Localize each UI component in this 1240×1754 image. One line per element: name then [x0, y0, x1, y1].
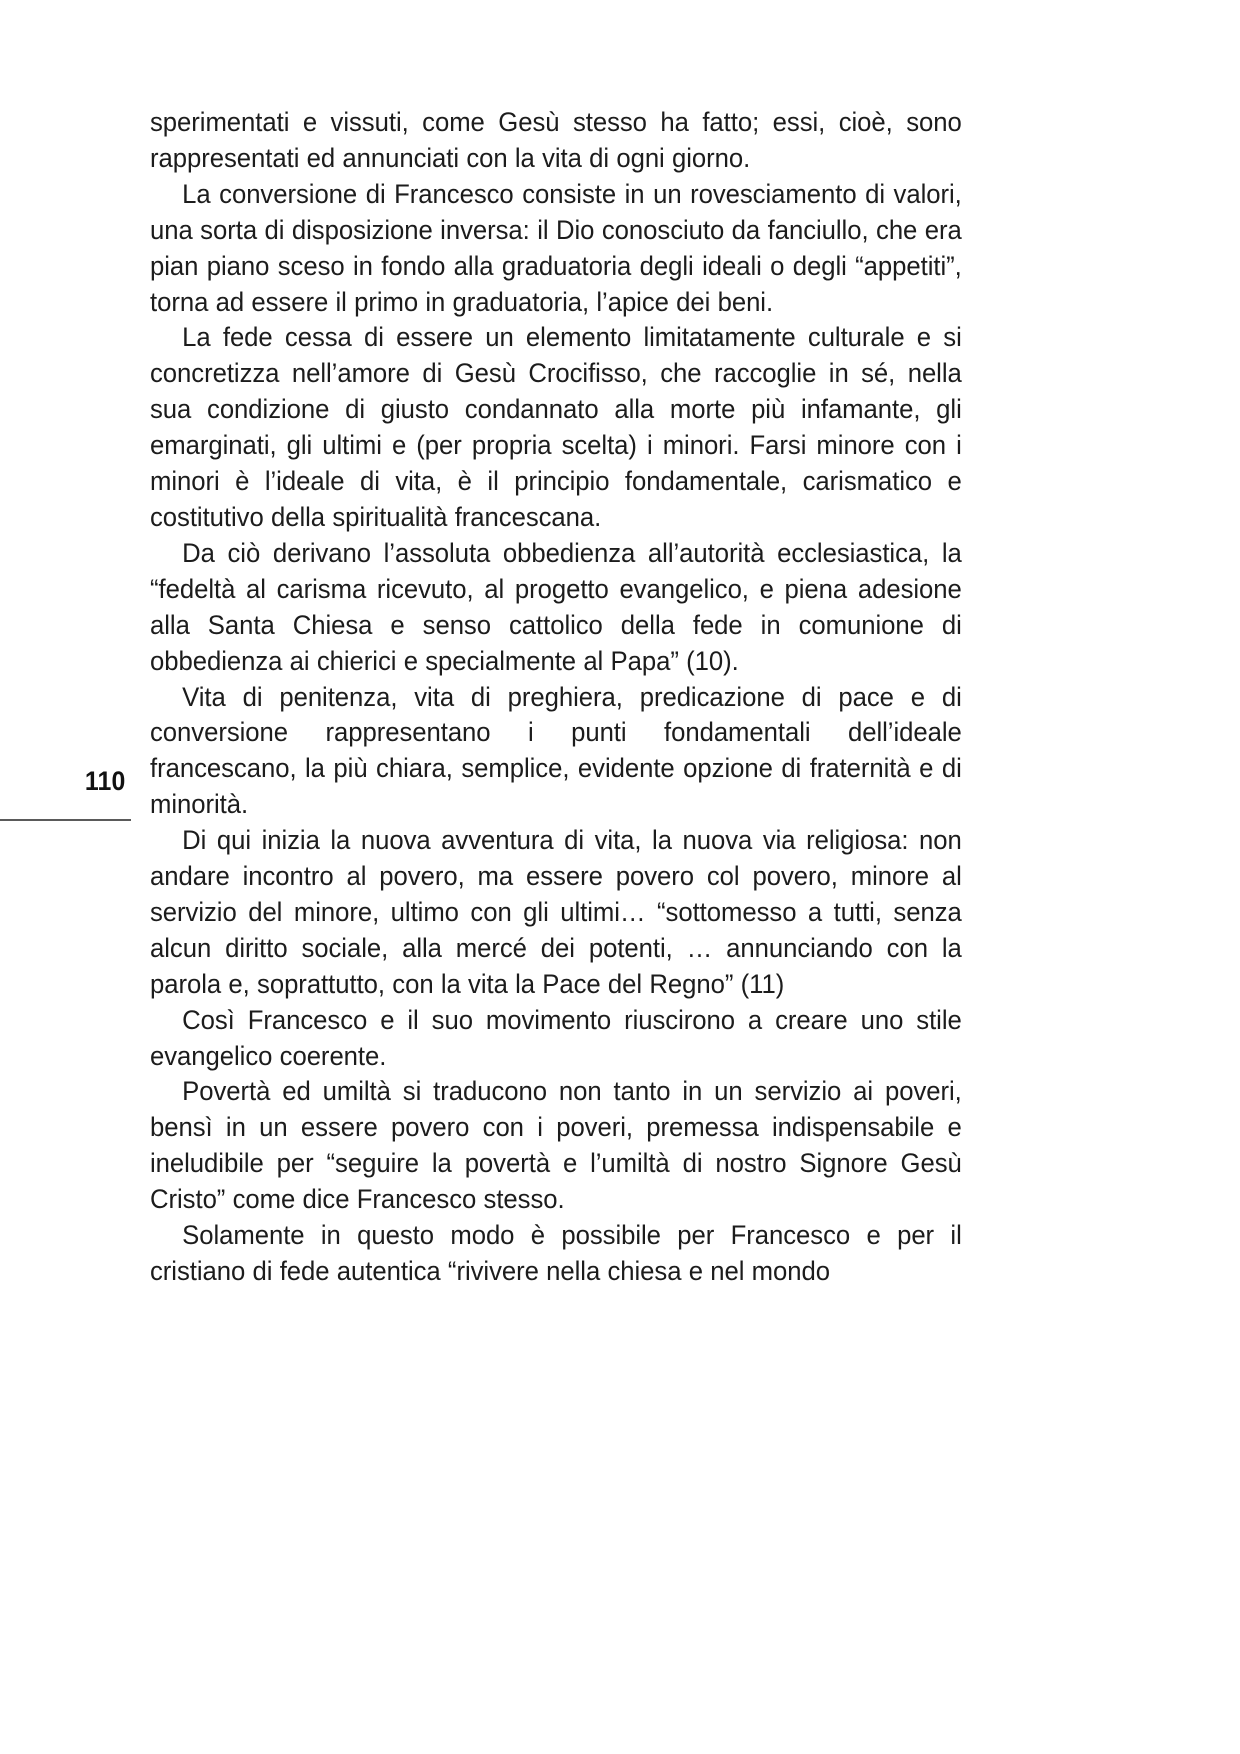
paragraph: La conversione di Francesco consiste in un rovesciamento di valori, una sorta di disposizione inversa: il Dio conosciuto da fanciullo, che era pian piano sceso in fondo alla graduatoria degli ideali o degli “appetiti”, torna ad essere il primo in graduatoria, l’apice dei beni. — [150, 177, 962, 317]
paragraph: Così Francesco e il suo movimento riuscirono a creare uno stile evangelico coerente. — [150, 1003, 962, 1071]
page-folio-block — [0, 764, 131, 821]
paragraph: Solamente in questo modo è possibile per Francesco e per il cristiano di fede autentica “rivivere nella chiesa e nel mondo — [150, 1219, 962, 1286]
folio-divider-rule — [0, 819, 131, 821]
paragraph: Di qui inizia la nuova avventura di vita, la nuova via religiosa: non andare incontro al povero, ma essere povero col povero, minore al servizio del minore, ultimo con gli ultimi… “sottomesso a tutti, senza alcun diritto sociale, alla mercé dei potenti, … annunciando con la parola e, soprattutto, con la vita la Pace del Regno” (11) — [150, 824, 962, 999]
paragraph: sperimentati e vissuti, come Gesù stesso ha fatto; essi, cioè, sono rappresentati ed annunciati con la vita di ogni giorno. — [150, 106, 962, 173]
paragraph: Vita di penitenza, vita di preghiera, predicazione di pace e di conversione rappresentano i punti fondamentali dell’ideale francescano, la più chiara, semplice, evidente opzione di fraternità e di minorità. — [150, 680, 962, 820]
body-text-column — [150, 104, 962, 1289]
paragraph: Povertà ed umiltà si traducono non tanto in un servizio ai poveri, bensì in un essere povero con i poveri, premessa indispensabile e ineludibile per “seguire la povertà e l’umiltà di nostro Signore Gesù Cristo” come dice Francesco stesso. — [150, 1075, 962, 1215]
paragraph: Da ciò derivano l’assoluta obbedienza all’autorità ecclesiastica, la “fedeltà al carisma ricevuto, al progetto evangelico, e piena adesione alla Santa Chiesa e senso cattolico della fede in comunione di obbedienza ai chierici e specialmente al Papa” (10). — [150, 536, 962, 676]
paragraph: La fede cessa di essere un elemento limitatamente culturale e si concretizza nell’amore di Gesù Crocifisso, che raccoglie in sé, nella sua condizione di giusto condannato alla morte più infamante, gli emarginati, gli ultimi e (per propria scelta) i minori. Farsi minore con i minori è l’ideale di vita, è il principio fondamentale, carismatico e costitutivo della spiritualità francescana. — [150, 321, 962, 532]
page-number: 110 — [84, 766, 126, 796]
